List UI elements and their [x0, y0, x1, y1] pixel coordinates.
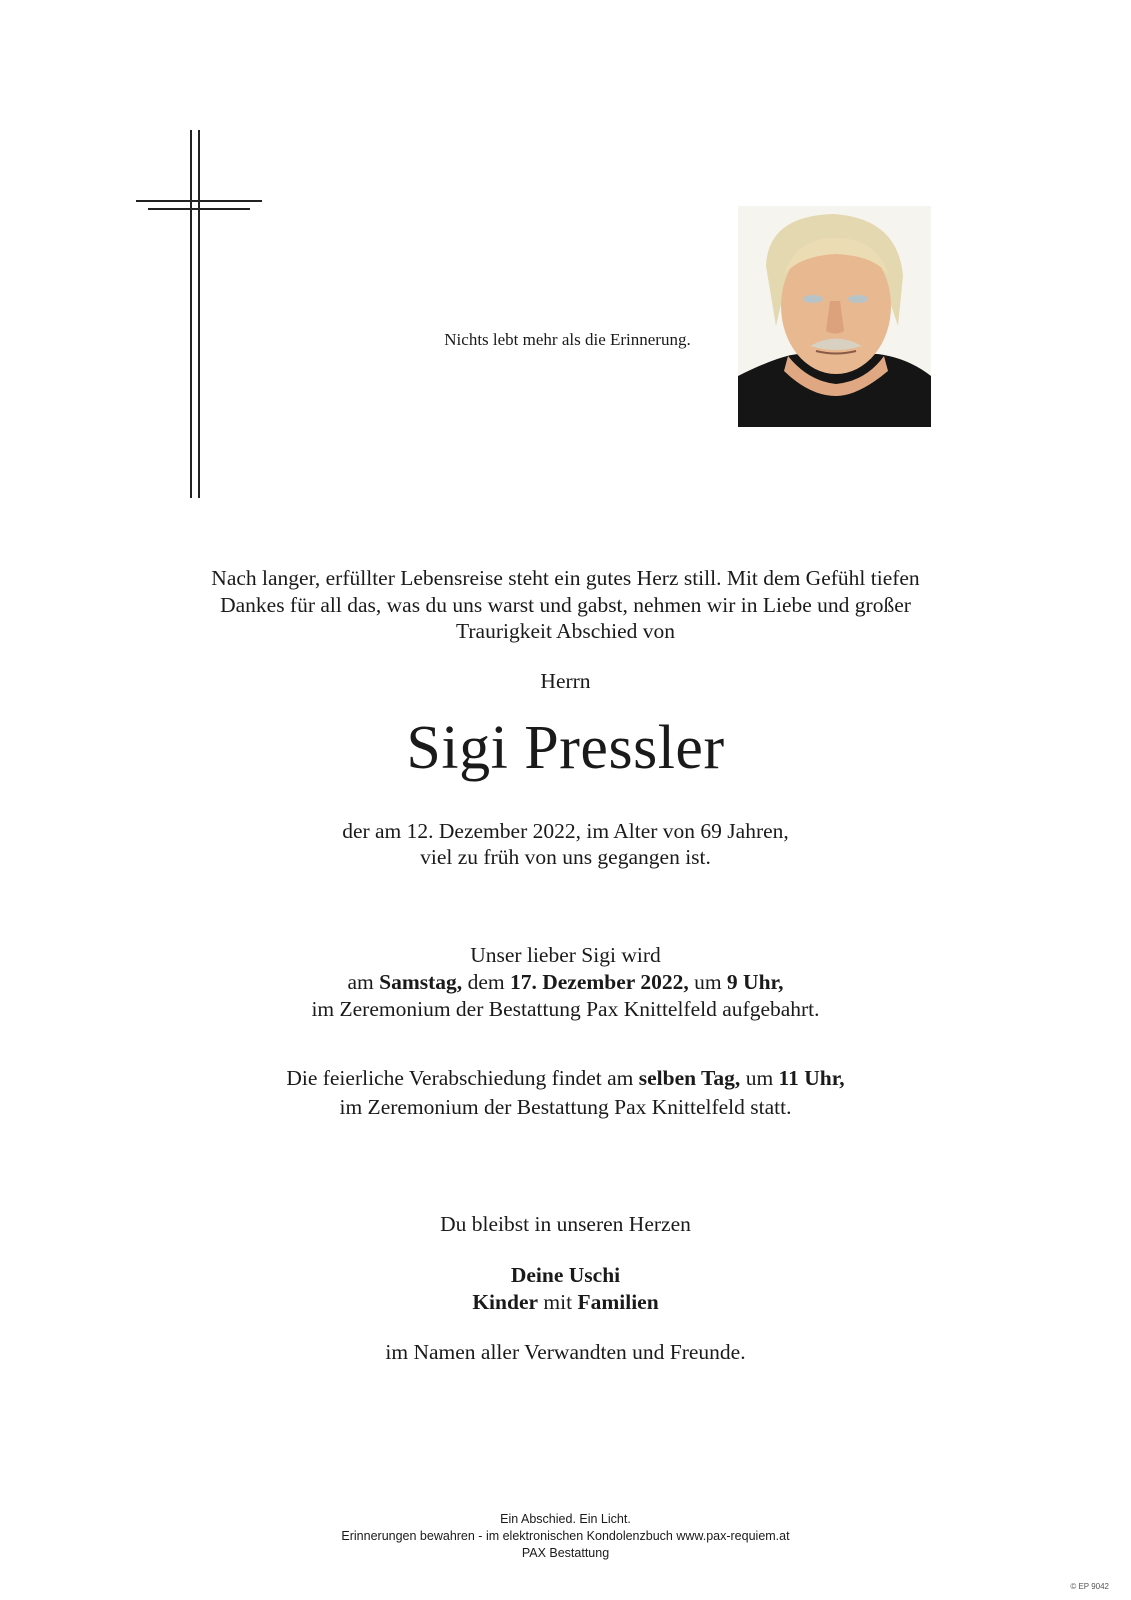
viewing-time: 9 Uhr, — [726, 970, 784, 994]
viewing-line: am Samstag, dem 17. Dezember 2022, um 9 Uhr, — [347, 970, 784, 994]
viewing-info — [0, 942, 1131, 1023]
portrait-photo — [738, 206, 931, 427]
viewing-line: Unser lieber Sigi wird — [470, 943, 661, 967]
intro-line: Nach langer, erfüllter Lebensreise steht ein gutes Herz still. Mit dem Gefühl tiefen — [211, 566, 920, 590]
viewing-line: im Zeremonium der Bestattung Pax Knittelfeld aufgebahrt. — [311, 997, 820, 1021]
farewell-line: Die feierliche Verabschiedung findet am selben Tag, um 11 Uhr, — [286, 1066, 845, 1090]
deceased-name: Sigi Pressler — [406, 714, 725, 782]
salutation: Herrn — [540, 669, 591, 693]
intro-text — [0, 565, 1131, 645]
relatives-line: im Namen aller Verwandten und Freunde. — [385, 1340, 746, 1364]
farewell-day: selben Tag, — [638, 1066, 741, 1090]
farewell-time: 11 Uhr, — [778, 1066, 845, 1090]
motto: Nichts lebt mehr als die Erinnerung. — [444, 330, 691, 349]
footer-line: PAX Bestattung — [521, 1546, 610, 1560]
signer-name: Deine Uschi — [510, 1263, 621, 1287]
intro-line: Dankes für all das, was du uns warst und gabst, nehmen wir in Liebe und großer — [220, 592, 911, 617]
signer-line: Kinder mit Familien — [472, 1290, 659, 1314]
cross-icon — [136, 130, 262, 498]
footer-line: Ein Abschied. Ein Licht. — [500, 1512, 631, 1526]
footer-line: Erinnerungen bewahren - im elektronischen Kondolenzbuch www.pax-requiem.at — [341, 1529, 790, 1543]
viewing-day: Samstag, — [379, 970, 463, 994]
closing-line: Du bleibst in unseren Herzen — [440, 1212, 691, 1236]
print-code: © EP 9042 — [1070, 1582, 1109, 1591]
death-notice — [0, 819, 1131, 870]
viewing-date: 17. Dezember 2022, — [509, 970, 689, 994]
farewell-info — [0, 1064, 1131, 1122]
death-line: viel zu früh von uns gegangen ist. — [420, 844, 711, 869]
farewell-line: im Zeremonium der Bestattung Pax Knittelfeld statt. — [339, 1095, 792, 1119]
intro-line: Traurigkeit Abschied von — [456, 619, 675, 643]
footer — [0, 1511, 1131, 1562]
death-line: der am 12. Dezember 2022, im Alter von 69 Jahren, — [342, 819, 789, 843]
signers — [0, 1262, 1131, 1316]
